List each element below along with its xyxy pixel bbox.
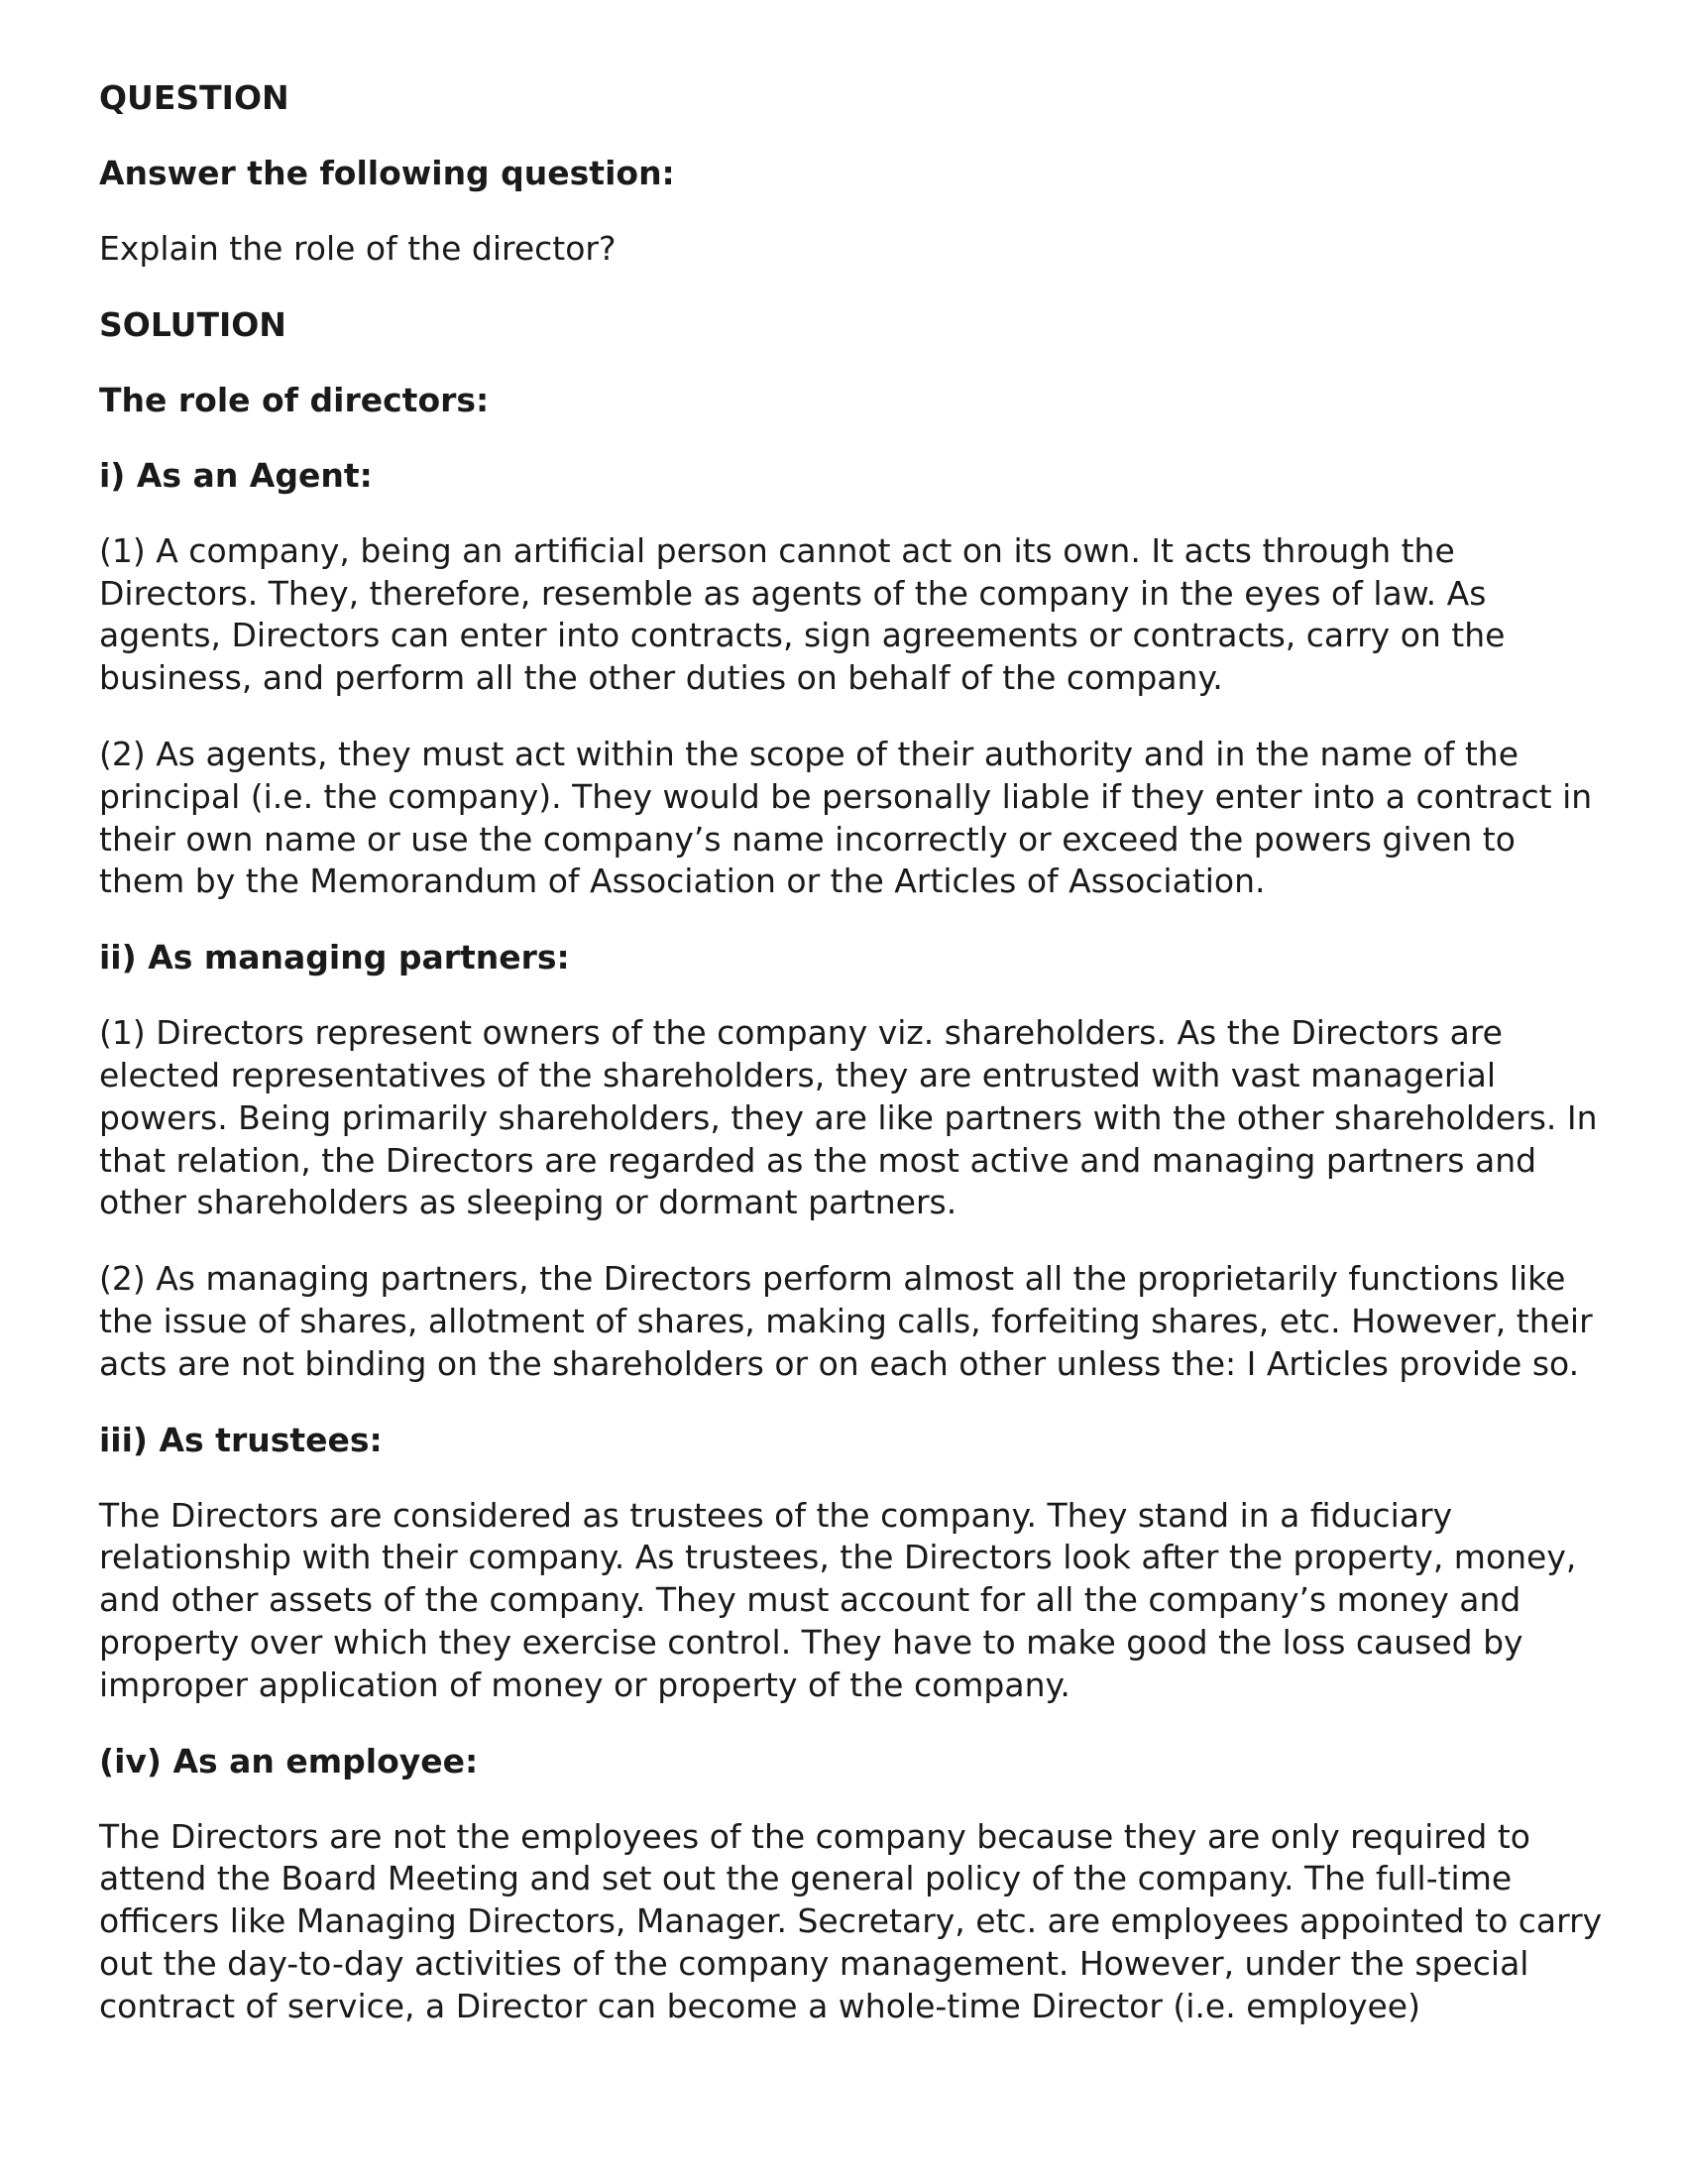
section-heading-agent: i) As an Agent: [99, 455, 373, 495]
solution-title: The role of directors: [99, 380, 490, 419]
trustees-paragraph-1: The Directors are considered as trustees of the company. They stand in a fiduciary relationship with their company. As trustees, the Directors look after the property, money, and other assets of the company. They must account for all the company’s money and property over which they exercise control. They have to make good the loss caused by improper application of money or property of the company. [99, 1495, 1577, 1704]
document-page [99, 77, 1606, 2062]
section-heading-employee: (iv) As an employee: [99, 1741, 479, 1781]
agent-paragraph-2: (2) As agents, they must act within the scope of their authority and in the name of the principal (i.e. the company). They would be personally liable if they enter into a contract in their own name or use the company’s name incorrectly or exceed the powers given to them by the Memorandum of Association or the Articles of Association. [99, 734, 1593, 901]
partners-paragraph-1: (1) Directors represent owners of the company viz. shareholders. As the Directors are elected representatives of the shareholders, they are entrusted with vast managerial powers. Being primarily shareholders, they are like partners with the other shareholders. In that relation, the Directors are regarded as the most active and managing partners and other shareholders as sleeping or dormant partners. [99, 1013, 1598, 1222]
section-heading-trustees: iii) As trustees: [99, 1420, 383, 1459]
section-heading-partners: ii) As managing partners: [99, 938, 570, 977]
question-label: QUESTION [99, 78, 289, 117]
solution-label: SOLUTION [99, 304, 286, 344]
agent-paragraph-1: (1) A company, being an artificial person cannot act on its own. It acts through the Directors. They, therefore, resemble as agents of the company in the eyes of law. As agents, Directors can enter into contracts, sign agreements or contracts, carry on the business, and perform all the other duties on behalf of the company. [99, 530, 1506, 698]
question-prompt: Answer the following question: [99, 154, 675, 192]
partners-paragraph-2: (2) As managing partners, the Directors perform almost all the proprietarily functions like the issue of shares, allotment of shares, making calls, forfeiting shares, etc. However, their acts are not binding on the shareholders or on each other unless the: I Articles provide so. [99, 1259, 1593, 1383]
employee-paragraph-1: The Directors are not the employees of the company because they are only required to attend the Board Meeting and set out the general policy of the company. The full-time officers like Managing Directors, Manager. Secretary, etc. are employees appointed to carry out the day-to-day activities of the company management. However, under the special contract of service, a Director can become a whole-time Director (i.e. employee) [99, 1816, 1603, 2025]
question-text: Explain the role of the director? [99, 229, 617, 268]
